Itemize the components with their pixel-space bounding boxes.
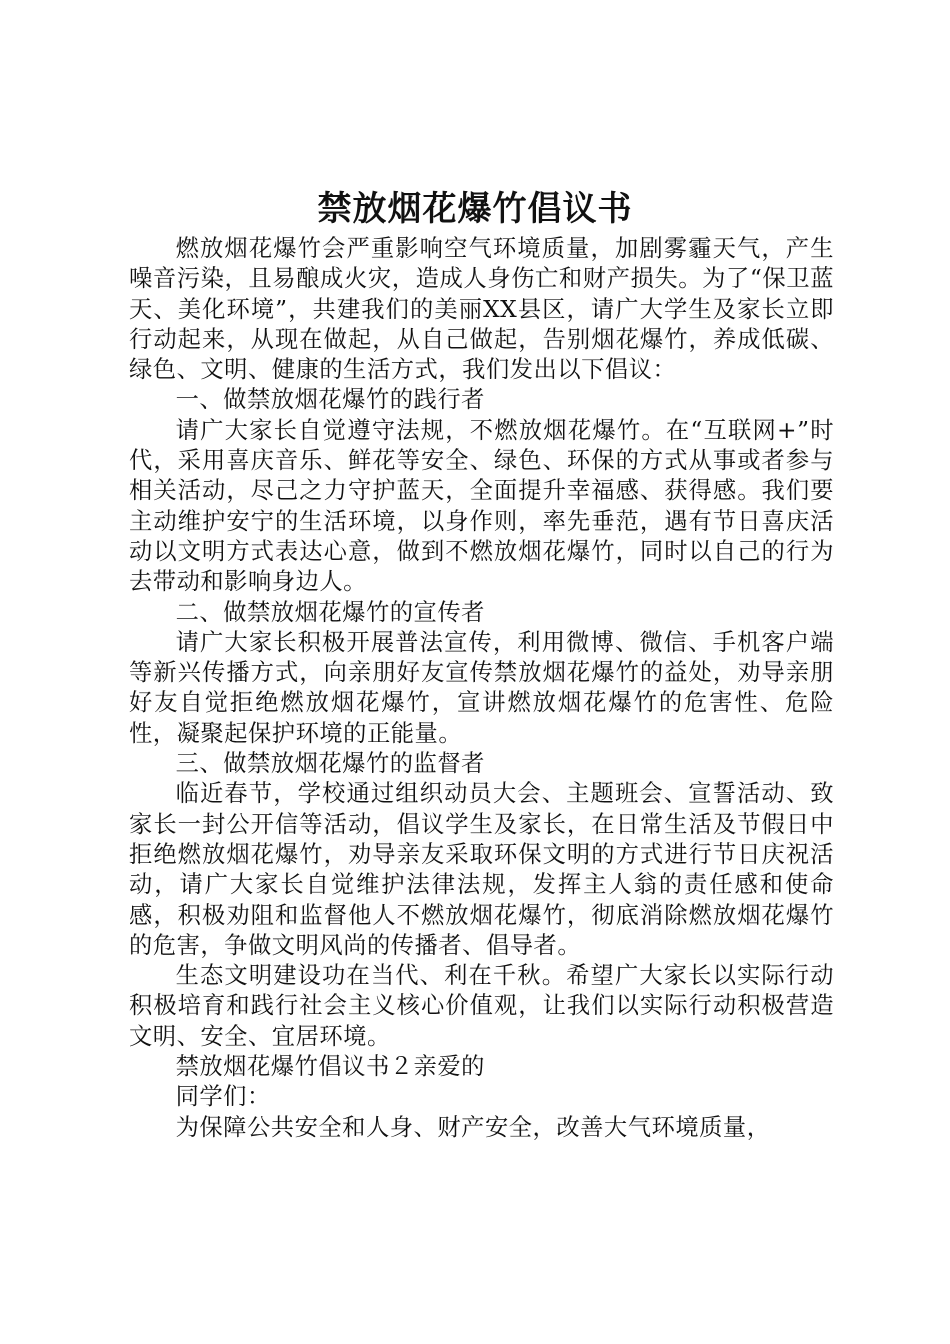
section-paragraph-3: 临近春节，学校通过组织动员大会、主题班会、宣誓活动、致家长一封公开信等活动，倡议学生及家长，在日常生活及节假日中拒绝燃放烟花爆竹，劝导亲友采取环保文明的方式进行节日庆祝活动，请广大家长自觉维护法律法规，发挥主人翁的责任感和使命感，积极劝阻和监督他人不燃放烟花爆竹，彻底消除燃放烟花爆竹的危害，争做文明风尚的传播者、倡导者。 [129,780,834,959]
second-letter-title: 禁放烟花爆竹倡议书２亲爱的 [175,1053,485,1081]
section-paragraph-2: 请广大家长积极开展普法宣传，利用微博、微信、手机客户端等新兴传播方式，向亲朋好友宣传禁放烟花爆竹的益处，劝导亲朋好友自觉拒绝燃放烟花爆竹，宣讲燃放烟花爆竹的危害性、危险性，凝聚起保护环境的正能量。 [129,628,834,747]
document-title: 禁放烟花爆竹倡议书 [317,189,633,229]
section-heading-3: 三、做禁放烟花爆竹的监督者 [175,750,485,778]
closing-paragraph: 生态文明建设功在当代、利在千秋。希望广大家长以实际行动积极培育和践行社会主义核心价值观，让我们以实际行动积极营造文明、安全、宜居环境。 [129,962,834,1050]
salutation: 同学们： [175,1083,271,1111]
second-letter-paragraph: 为保障公共安全和人身、财产安全，改善大气环境质量， [175,1113,771,1141]
intro-paragraph: 燃放烟花爆竹会严重影响空气环境质量，加剧雾霾天气，产生噪音污染，且易酿成火灾，造成人身伤亡和财产损失。为了“保卫蓝天、美化环境”，共建我们的美丽XX县区，请广大学生及家长立即行动起来，从现在做起，从自己做起，告别烟花爆竹，养成低碳、绿色、文明、健康的生活方式，我们发出以下倡议： [129,235,834,384]
section-paragraph-1: 请广大家长自觉遵守法规，不燃放烟花爆竹。在“互联网+”时代，采用喜庆音乐、鲜花等安全、绿色、环保的方式从事或者参与相关活动，尽己之力守护蓝天，全面提升幸福感、获得感。我们要主动维护安宁的生活环境，以身作则，率先垂范，遇有节日喜庆活动以文明方式表达心意，做到不燃放烟花爆竹，同时以自己的行为去带动和影响身边人。 [129,416,834,596]
section-heading-2: 二、做禁放烟花爆竹的宣传者 [175,598,485,626]
section-heading-1: 一、做禁放烟花爆竹的践行者 [175,386,485,414]
document-body [129,234,834,1143]
